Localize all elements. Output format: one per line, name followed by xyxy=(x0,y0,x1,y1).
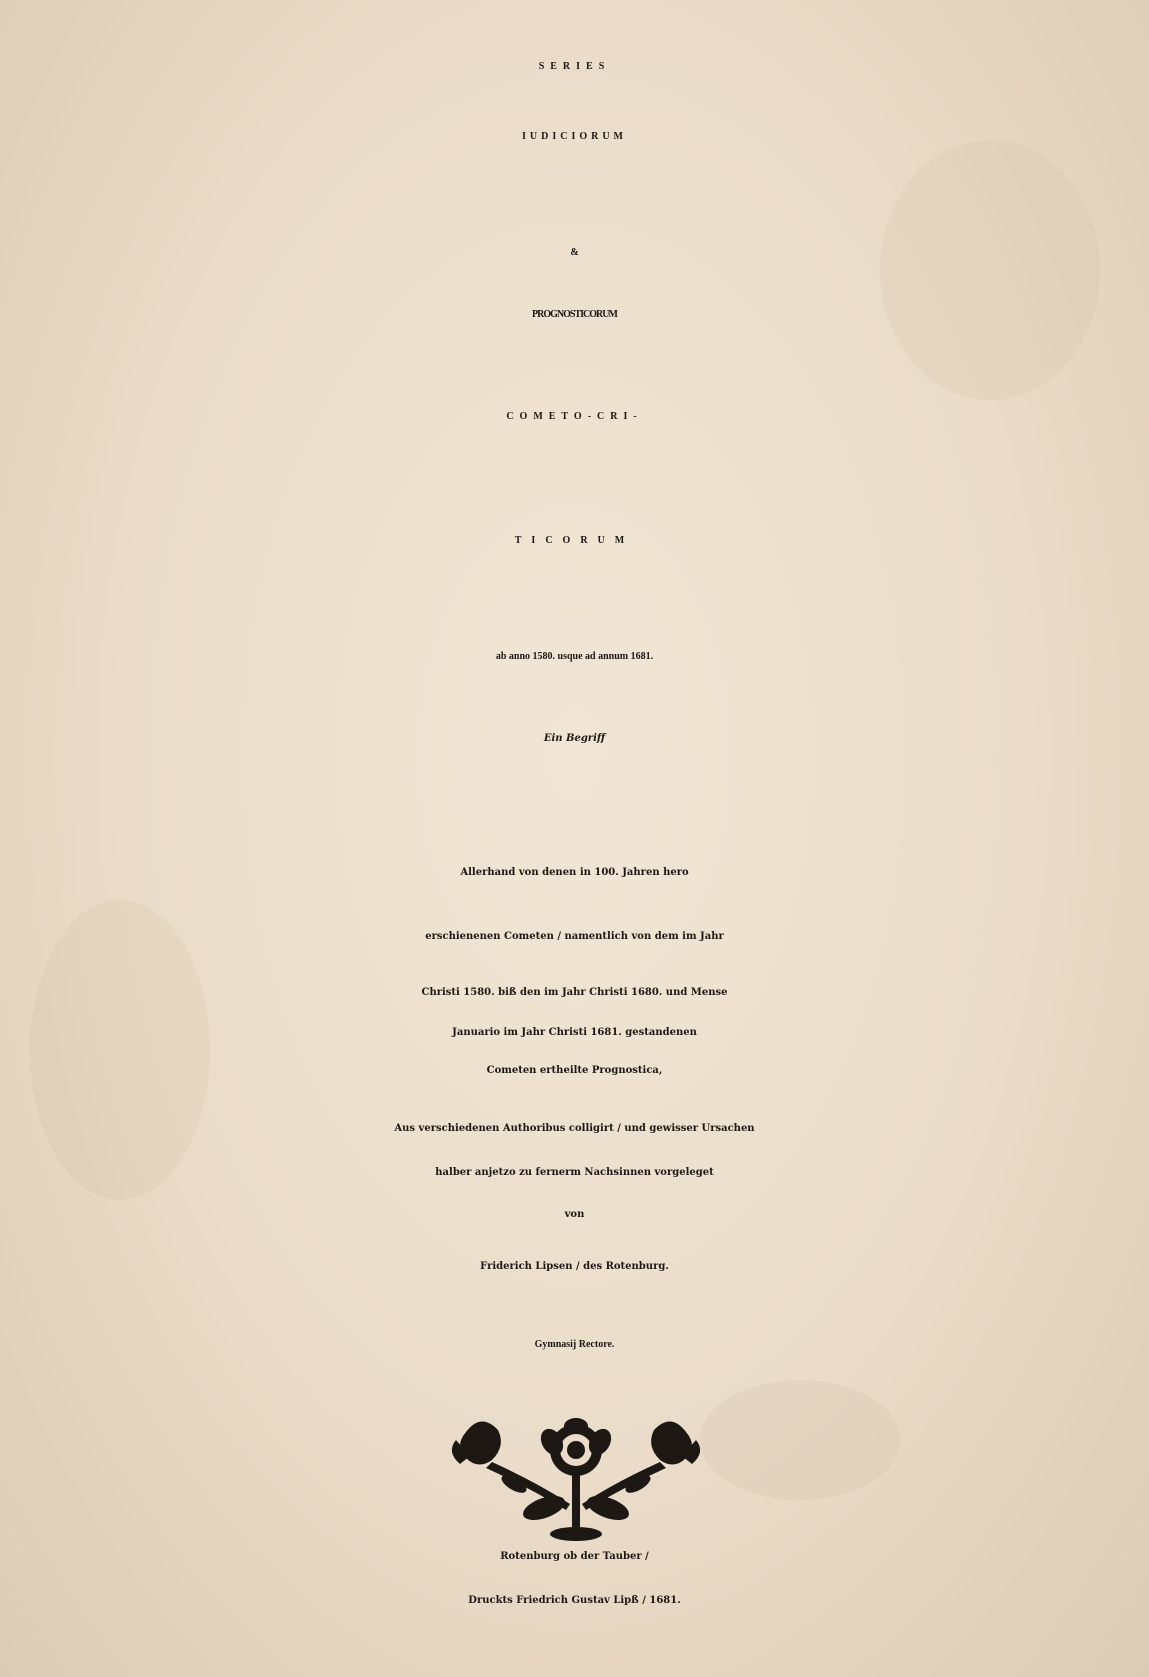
title-ampersand: & xyxy=(570,247,579,258)
description-line-7: halber anjetzo zu fernerm Nachsinnen vorgeleget xyxy=(435,1167,714,1178)
title-prognosticorum: PROGNOSTICORUM xyxy=(532,309,617,320)
title-cometo-cri: COMETO-CRI- xyxy=(506,411,643,422)
floral-ornament-icon xyxy=(426,1412,726,1542)
paper-stain xyxy=(30,900,210,1200)
imprint-printer: Druckts Friedrich Gustav Lipß / 1681. xyxy=(468,1595,681,1606)
paper-stain xyxy=(700,1380,900,1500)
author-title: Gymnasij Rectore. xyxy=(534,1339,615,1350)
imprint-place: Rotenburg ob der Tauber / xyxy=(500,1551,649,1562)
description-line-4: Januario im Jahr Christi 1681. gestandenen xyxy=(452,1027,697,1038)
description-line-6: Aus verschiedenen Authoribus colligirt / und gewisser Ursachen xyxy=(394,1123,755,1134)
title-iudiciorum: IUDICIORUM xyxy=(522,131,627,142)
author-name: Friderich Lipsen / des Rotenburg. xyxy=(480,1261,669,1272)
heading-ein-begriff: Ein Begriff xyxy=(543,733,606,744)
subtitle-date-range: ab anno 1580. usque ad annum 1681. xyxy=(495,651,654,662)
title-ticorum: TICORUM xyxy=(514,535,635,546)
title-series: SERIES xyxy=(538,61,611,72)
description-line-5: Cometen ertheilte Prognostica, xyxy=(486,1065,663,1076)
byline-von: von xyxy=(564,1209,585,1220)
description-line-3: Christi 1580. biß den im Jahr Christi 1680. und Mense xyxy=(421,987,728,998)
description-line-1: Allerhand von denen in 100. Jahren hero xyxy=(460,867,689,878)
paper-stain xyxy=(880,140,1100,400)
description-line-2: erschienenen Cometen / namentlich von dem im Jahr xyxy=(425,931,724,942)
